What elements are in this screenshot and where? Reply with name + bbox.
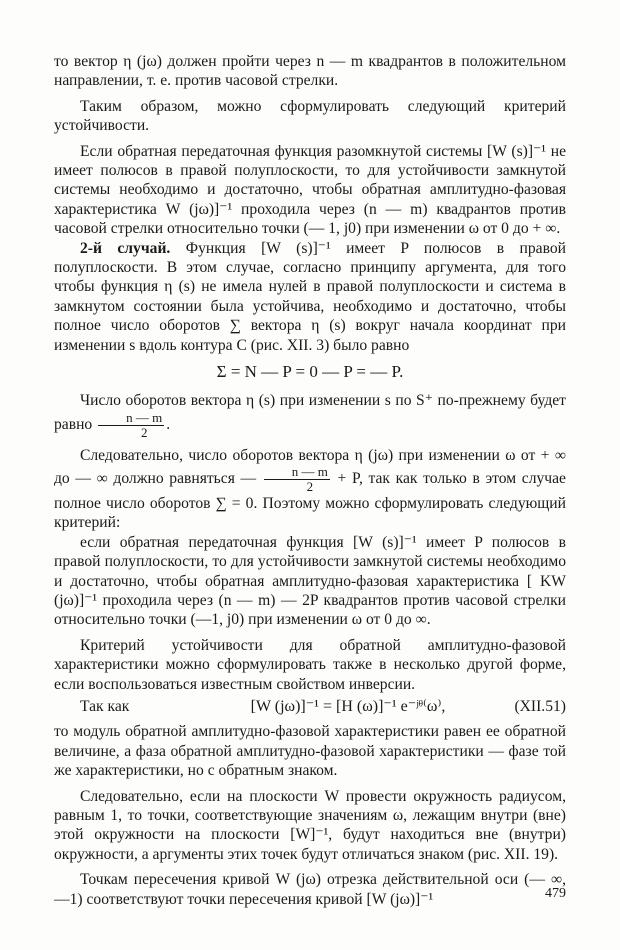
- paragraph-4: [54, 239, 566, 355]
- paragraph-11: Точкам пересечения кривой W (jω) отрезка действительной оси (— ∞, —1) соответствуют точки пересечения кривой [W (jω)]⁻¹: [54, 871, 566, 908]
- paragraph-8: Критерий устойчивости для обратной амплитудно-фазовой характеристики можно сформулировать также в несколько другой форме, если воспользоваться известным свойством инверсии.: [54, 636, 566, 693]
- fraction-denominator: 2: [306, 478, 314, 494]
- fraction-numerator: n — m: [264, 465, 330, 480]
- paragraph-5: [54, 391, 566, 439]
- paragraph-6-text: Следовательно, число оборотов вектора η (jω) при изменении ω от + ∞ до — ∞ должно равняться —: [54, 446, 566, 487]
- case-heading: 2-й случай.: [80, 239, 171, 257]
- paragraph-3: Если обратная передаточная функция разомкнутой системы [W (s)]⁻¹ не имеет полюсов в правой полуплоскости, то для устойчивости замкнутой системы необходимо и достаточно, чтобы обратная амплитудно-фазовая характеристика W (jω)]⁻¹ проходила через (n — m) квадрантов против часовой стрелки относительно точки (— 1, j0) при изменении ω от 0 до + ∞.: [54, 142, 566, 238]
- equation-number: (XII.51): [514, 697, 566, 715]
- paragraph-1: то вектор η (jω) должен пройти через n — m квадрантов в положительном направлении, т. е. против часовой стрелки.: [54, 53, 566, 90]
- fraction-denominator: 2: [140, 424, 148, 440]
- page-number: 479: [545, 886, 566, 901]
- equation-body: [W (jω)]⁻¹ = [H (ω)]⁻¹ e⁻ʲᶿ⁽ω⁾,: [250, 697, 446, 715]
- paragraph-5-end: .: [166, 415, 171, 433]
- fraction-numerator: n — m: [98, 411, 164, 426]
- paragraph-6: [54, 446, 566, 533]
- equation-lead: Так как: [80, 697, 130, 715]
- equation-xii-51: [54, 697, 566, 716]
- formula-sum: Σ = N — P = 0 — P = — P.: [216, 362, 404, 382]
- paragraph-9: то модуль обратной амплитудно-фазовой характеристики равен ее обратной величине, а фаза обратной амплитудно-фазовой характеристики — фазе той же характеристики, но с обратным знаком.: [54, 723, 566, 780]
- paragraph-10: Следовательно, если на плоскости W провести окружность радиусом, равным 1, то точки, соответствующие значениям ω, лежащим внутри (вне) этой окружности на плоскости [W]⁻¹, будут находиться вне (внутри) окружности, а аргументы этих точек будут отличаться знаком (рис. XII. 19).: [54, 787, 566, 863]
- fraction-n-m-2: [98, 411, 164, 440]
- paragraph-2: Таким образом, можно сформулировать следующий критерий устойчивости.: [54, 97, 566, 135]
- paragraph-5-text: Число оборотов вектора η (s) при изменении s по S⁺ по-прежнему будет равно: [54, 392, 566, 433]
- paragraph-7: если обратная передаточная функция [W (s)]⁻¹ имеет P полюсов в правой полуплоскости, то для устойчивости замкнутой системы необходимо и достаточно, чтобы обратная амплитудно-фазовая характеристика [ KW (jω)]⁻¹ проходила через (n — m) — 2P квадрантов против часовой стрелки относительно точки (—1, j0) при изменении ω от 0 до ∞.: [54, 533, 566, 629]
- paragraph-4-text: Функция [W (s)]⁻¹ имеет P полюсов в правой полуплоскости. В этом случае, согласно принципу аргумента, для того чтобы функция η (s) не имела нулей в правой полуплоскости и система в замкнутом состоянии была устойчива, необходимо и достаточно, чтобы полное число оборотов ∑ вектора η (s) вокруг начала координат при изменении s вдоль контура C (рис. XII. 3) было равно: [54, 239, 566, 354]
- paragraph-6-end: + P, так как только в этом случае полное число оборотов ∑ = 0. Поэтому можно сформулировать следующий критерий:: [54, 469, 566, 532]
- fraction-n-m-2: [264, 465, 330, 494]
